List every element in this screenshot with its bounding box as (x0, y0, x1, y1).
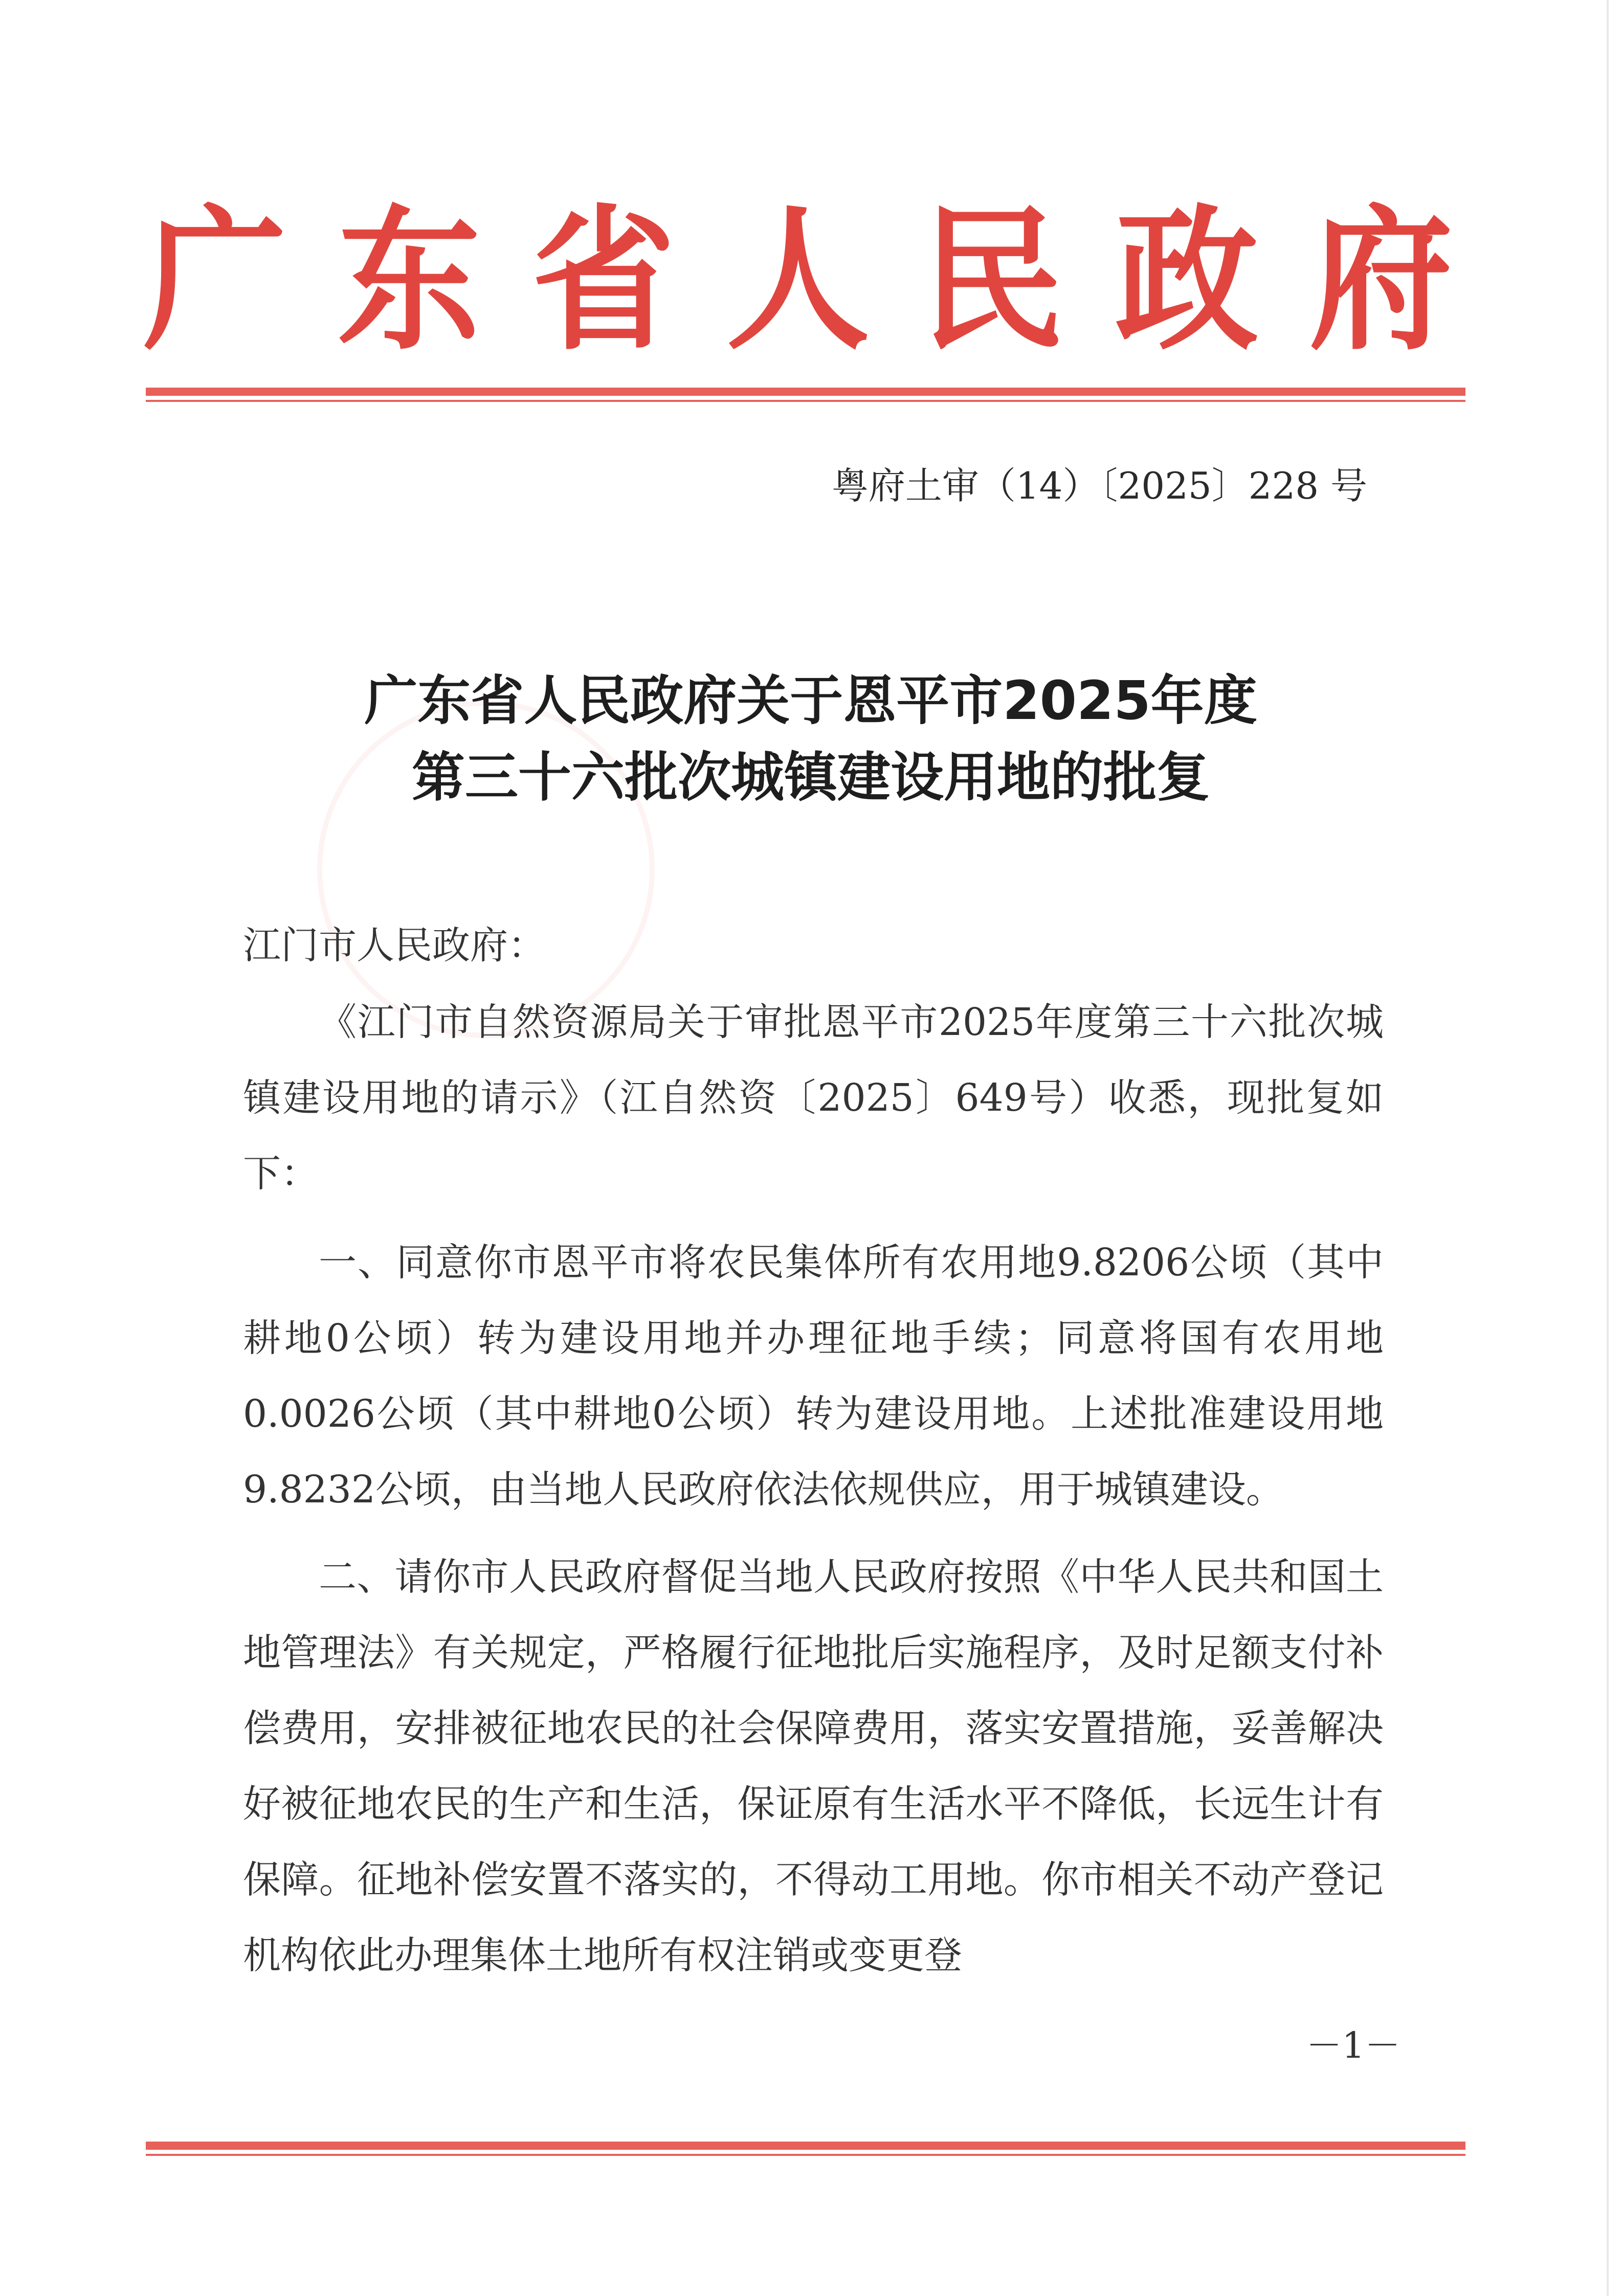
rule-thin-line (146, 2154, 1465, 2156)
masthead-char: 东 (338, 191, 481, 372)
masthead (143, 191, 1453, 372)
document-title-line-2: 第三十六批次城镇建设用地的批复 (411, 746, 1210, 808)
document-number: 粤府土审（14）〔2025〕228 号 (831, 464, 1367, 507)
footer-red-rule (146, 2142, 1465, 2156)
scan-edge (1607, 0, 1609, 2296)
masthead-char: 广 (143, 191, 286, 372)
body-paragraph-1: 《江门市自然资源局关于审批恩平市2025年度第三十六批次城镇建设用地的请示》（江自然资〔2025〕649号）收悉，现批复如下： (243, 1000, 1384, 1196)
document-title-line-1: 广东省人民政府关于恩平市2025年度 (364, 669, 1257, 732)
rule-thick-line (146, 2142, 1465, 2150)
body-paragraph-2: 一、同意你市恩平市将农民集体所有农用地9.8206公顷（其中耕地0公顷）转为建设用地并办理征地手续；同意将国有农用地0.0026公顷（其中耕地0公顷）转为建设用地。上述批准建设用地9.8232公顷，由当地人民政府依法依规供应，用于城镇建设。 (243, 1241, 1384, 1512)
masthead-char: 民 (921, 191, 1064, 372)
masthead-char: 省 (532, 191, 675, 372)
rule-thick-line (146, 388, 1465, 396)
masthead-char: 人 (726, 191, 870, 372)
masthead-char: 府 (1309, 191, 1453, 372)
body-paragraph-3: 二、请你市人民政府督促当地人民政府按照《中华人民共和国土地管理法》有关规定，严格履行征地批后实施程序，及时足额支付补偿费用，安排被征地农民的社会保障费用，落实安置措施，妥善解决好被征地农民的生产和生活，保证原有生活水平不降低，长远生计有保障。征地补偿安置不落实的，不得动工用地。你市相关不动产登记机构依此办理集体土地所有权注销或变更登 (243, 1555, 1384, 1977)
addressee: 江门市人民政府： (243, 924, 546, 967)
masthead-red-rule (146, 388, 1465, 402)
masthead-char: 政 (1115, 191, 1258, 372)
page-number: －1－ (1306, 2024, 1400, 2066)
rule-thin-line (146, 400, 1465, 402)
